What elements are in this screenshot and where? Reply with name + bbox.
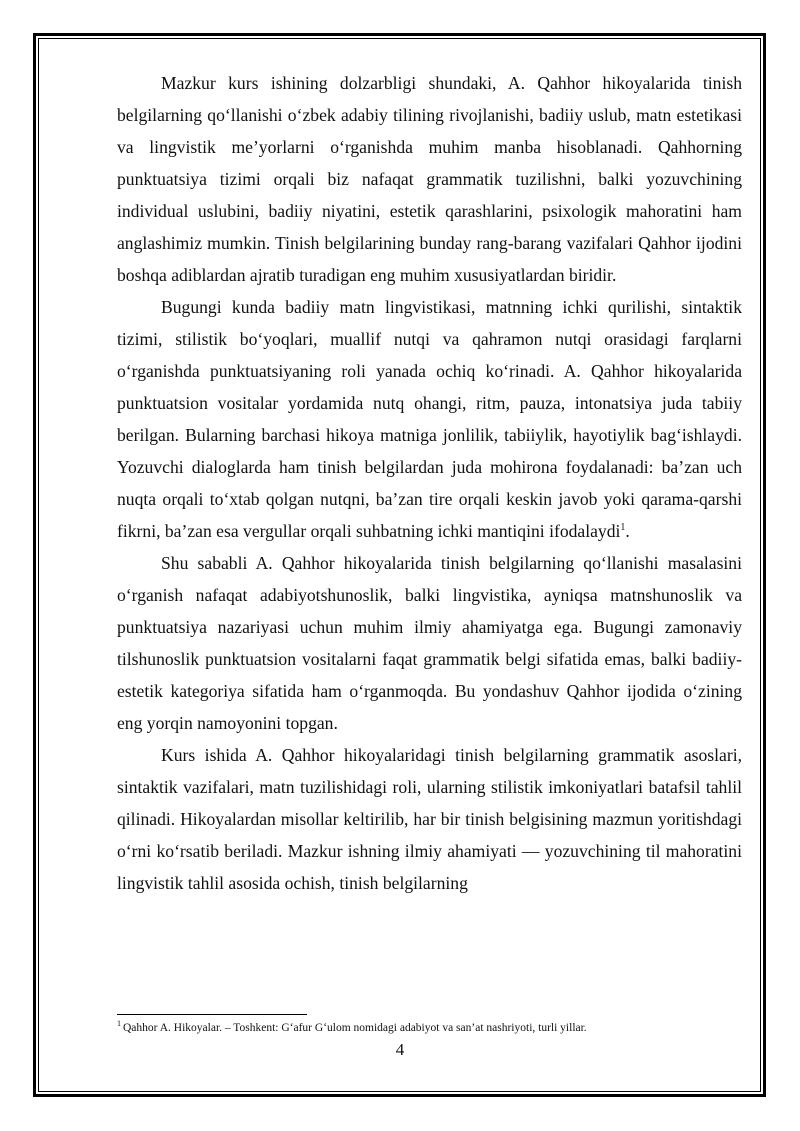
paragraph-1: Mazkur kurs ishining dolzarbligi shundaki, A. Qahhor hikoyalarida tinish belgilarning qo‘llanishi o‘zbek adabiy tilining rivojlanishi, badiiy uslub, matn estetikasi va lingvistik me’yorlarni o‘rganishda muhim manba hisoblanadi. Qahhorning punktuatsiya tizimi orqali biz nafaqat grammatik tuzilishni, balki yozuvchining individual uslubini, badiiy niyatini, estetik qarashlarini, psixologik mahoratini ham anglashimiz mumkin. Tinish belgilarining bunday rang-barang vazifalari Qahhor ijodini boshqa adiblardan ajratib turadigan eng muhim xususiyatlardan biridir. bbox=[117, 73, 742, 285]
footnote-separator bbox=[117, 1014, 307, 1015]
paragraph-3: Shu sababli A. Qahhor hikoyalarida tinish belgilarning qo‘llanishi masalasini o‘rganish nafaqat adabiyotshunoslik, balki lingvistika, ayniqsa matnshunoslik va punktuatsiya nazariyasi uchun muhim ilmiy ahamiyatga ega. Bugungi zamonaviy tilshunoslik punktuatsion vositalarni faqat grammatik belgi sifatida emas, balki badiiy-estetik kategoriya sifatida ham o‘rganmoqda. Bu yondashuv Qahhor ijodida o‘zining eng yorqin namoyonini topgan. bbox=[117, 553, 742, 733]
page-number: 4 bbox=[395, 1040, 405, 1059]
paragraph-4: Kurs ishida A. Qahhor hikoyalaridagi tinish belgilarning grammatik asoslari, sintaktik vazifalari, matn tuzilishidagi roli, ularning stilistik imkoniyatlari batafsil tahlil qilinadi. Hikoyalardan misollar keltirilib, har bir tinish belgisining mazmun yoritishdagi o‘rni ko‘rsatib beriladi. Mazkur ishning ilmiy ahamiyati — yozuvchining til mahoratini lingvistik tahlil asosida ochish, tinish belgilarning bbox=[117, 745, 742, 893]
body-text bbox=[117, 67, 742, 899]
footnote-reference[interactable]: 1 bbox=[620, 522, 626, 534]
footnote bbox=[117, 1021, 742, 1035]
paragraph-2-end: . bbox=[625, 521, 630, 541]
footnote-mark: 1 bbox=[117, 1019, 121, 1029]
paragraph-2 bbox=[117, 291, 742, 547]
paragraph-2-text: Bugungi kunda badiiy matn lingvistikasi, matnning ichki qurilishi, sintaktik tizimi, stilistik bo‘yoqlari, muallif nutqi va qahramon nutqi orasidagi farqlarni o‘rganishda punktuatsiyaning roli yanada ochiq ko‘rinadi. A. Qahhor hikoyalarida punktuatsion vositalar yordamida nutq ohangi, ritm, pauza, intonatsiya juda tabiiy berilgan. Bularning barchasi hikoya matniga jonlilik, tabiiylik, hayotiylik bag‘ishlaydi. Yozuvchi dialoglarda ham tinish belgilardan juda mohirona foydalanadi: ba’zan uch nuqta orqali to‘xtab qolgan nutqni, ba’zan tire orqali keskin javob yoki qarama-qarshi fikrni, ba’zan esa vergullar orqali suhbatning ichki mantiqini ifodalaydi bbox=[117, 297, 742, 541]
footnote-text: Qahhor A. Hikoyalar. – Toshkent: G‘afur G‘ulom nomidagi adabiyot va san’at nashriyoti, turli yillar. bbox=[123, 1022, 587, 1034]
